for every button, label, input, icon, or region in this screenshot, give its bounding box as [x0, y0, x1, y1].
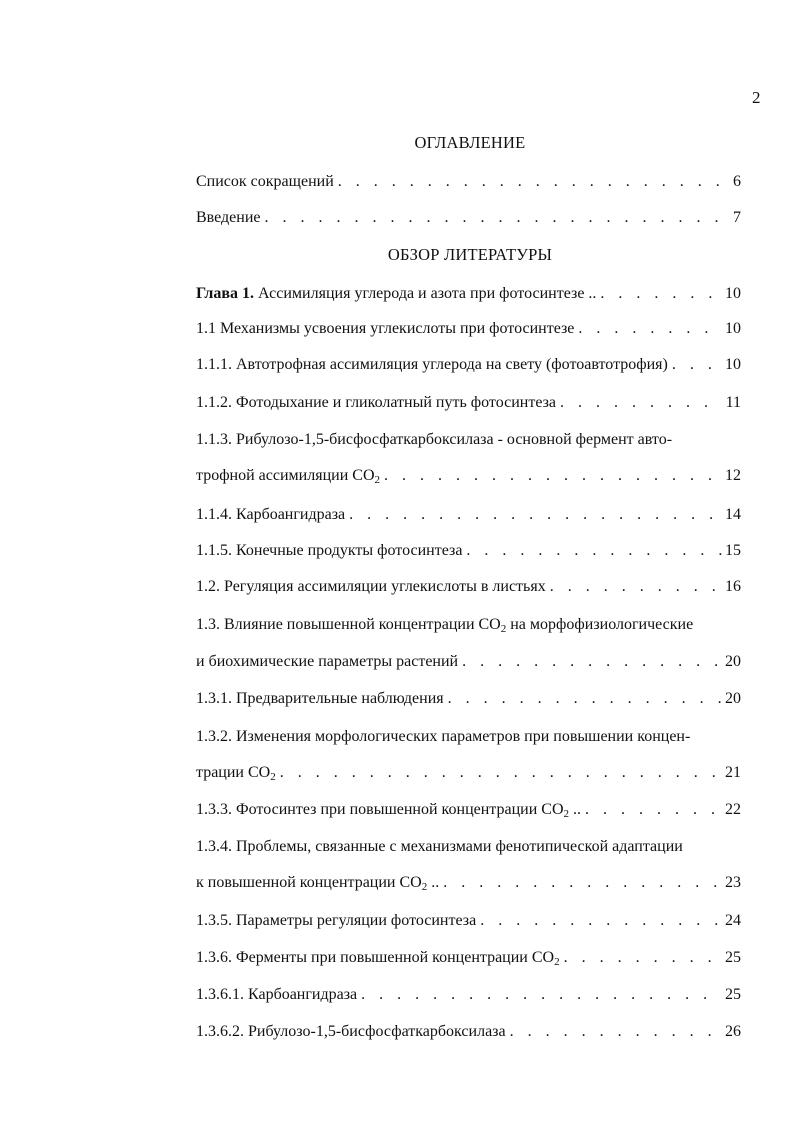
- toc-entry: [196, 209, 741, 227]
- toc-entry-page: 10: [725, 320, 741, 337]
- toc-entry-line1: 1.3.2. Изменения морфологических параметров при повышении концен-: [196, 728, 691, 745]
- subscript: 2: [421, 881, 428, 893]
- dot-leader: [384, 467, 722, 485]
- toc-entry-text: 1.3.1. Предварительные наблюдения: [196, 690, 444, 707]
- toc-entry: [196, 578, 741, 596]
- toc-entry-page: 24: [725, 912, 741, 929]
- toc-entry-page: 26: [725, 1023, 741, 1040]
- toc-entry-page: 25: [725, 949, 741, 966]
- page-number: 2: [752, 88, 761, 107]
- toc-entry-page: 25: [725, 986, 741, 1003]
- toc-entry-text-part: 1.3. Влияние повышенной концентрации СО: [196, 616, 501, 633]
- dot-leader: [672, 356, 722, 374]
- dot-leader: [600, 285, 722, 303]
- toc-entry-text: 1.3.6.2. Рибулозо-1,5-бисфосфаткарбоксилаза: [196, 1023, 506, 1040]
- toc-entry-page: 11: [725, 394, 741, 411]
- toc-entry-text: 1.3.6.1. Карбоангидраза: [196, 986, 358, 1003]
- subscript: 2: [554, 956, 560, 968]
- toc-entry-text: [196, 467, 380, 485]
- toc-entry: [196, 173, 741, 191]
- toc-entry-text-part: трофной ассимиляции СО: [196, 467, 375, 484]
- toc-entry-text: 1.3.5. Параметры регуляции фотосинтеза: [196, 912, 477, 929]
- toc-entry-text: и биохимические параметры растений: [196, 653, 459, 670]
- toc-entry-text: Введение: [196, 209, 261, 226]
- toc-entry: [196, 320, 741, 338]
- toc-entry-line1: 1.1.3. Рибулозо-1,5-бисфосфаткарбоксилаза - основной фермент авто-: [196, 431, 673, 448]
- dot-leader: [560, 394, 723, 412]
- dot-leader: [361, 986, 722, 1004]
- toc-entry-text: Список сокращений: [196, 173, 334, 190]
- toc-entry: [196, 653, 741, 671]
- subscript: 2: [374, 474, 380, 486]
- dot-leader: [265, 209, 731, 227]
- dot-leader: [480, 912, 722, 930]
- toc-entry-text-part: 1.3.3. Фотосинтез при повышенной концентрации СО: [196, 801, 564, 818]
- dot-leader: [349, 506, 722, 524]
- toc-entry-text-part: 1.3.6. Ферменты при повышенной концентрации СО: [196, 949, 555, 966]
- toc-entry-page: 12: [725, 467, 741, 484]
- toc-entry-text: [196, 874, 439, 892]
- toc-entry-text-part: к повышенной концентрации СО: [196, 874, 422, 891]
- toc-entry-text: 1.1.5. Конечные продукты фотосинтеза: [196, 542, 463, 559]
- toc-entry-text: 1.2. Регуляция ассимиляции углекислоты в листьях: [196, 578, 546, 595]
- toc-entry-page: 15: [725, 542, 741, 559]
- dot-leader: [564, 949, 722, 967]
- dot-leader: [550, 578, 722, 596]
- dot-leader: [510, 1023, 722, 1041]
- toc-entry: [196, 690, 741, 708]
- subscript: 2: [270, 771, 276, 783]
- toc-entry: [196, 394, 741, 412]
- toc-entry: [196, 356, 741, 374]
- dot-leader: [448, 690, 722, 708]
- toc-entry: [196, 506, 741, 524]
- toc-entry: [196, 986, 741, 1004]
- toc-entry-text-part: на морфофизиологические: [506, 616, 694, 633]
- toc-entry-chapter: [196, 285, 741, 303]
- toc-entry: [196, 949, 741, 967]
- toc-entry-page: 7: [733, 209, 741, 226]
- subscript: 2: [563, 808, 569, 820]
- toc-entry-text: 1.1.4. Карбоангидраза: [196, 506, 346, 523]
- toc-entry-page: 10: [725, 285, 741, 302]
- toc-entry-line1: 1.3.4. Проблемы, связанные с механизмами фенотипической адаптации: [196, 838, 683, 855]
- dot-leader: [443, 874, 722, 892]
- toc-entry-text: 1.1 Механизмы усвоения углекислоты при фотосинтезе: [196, 320, 575, 337]
- toc-entry-page: 10: [725, 356, 741, 373]
- literature-review-title: ОБЗОР ЛИТЕРАТУРЫ: [387, 245, 553, 264]
- dot-leader: [338, 173, 730, 191]
- dot-leader: [578, 320, 722, 338]
- toc-entry-text: [196, 949, 560, 967]
- toc-entry: [196, 467, 741, 485]
- toc-entry: [196, 764, 741, 782]
- toc-entry: [196, 542, 741, 560]
- toc-entry: [196, 1023, 741, 1041]
- dot-leader: [280, 764, 722, 782]
- toc-entry-text: [196, 801, 581, 819]
- toc-entry-line1: [196, 616, 741, 634]
- toc-entry-text: 1.1.2. Фотодыхание и гликолатный путь фотосинтеза: [196, 394, 557, 411]
- toc-entry: [196, 874, 741, 892]
- toc-entry-page: 21: [725, 764, 741, 781]
- toc-entry-text: 1.1.1. Автотрофная ассимиляция углерода на свету (фотоавтотрофия): [196, 356, 668, 373]
- toc-entry: [196, 912, 741, 930]
- toc-entry-page: 16: [725, 578, 741, 595]
- subscript: 2: [500, 623, 507, 635]
- toc-entry: [196, 801, 741, 819]
- dot-leader: [462, 653, 722, 671]
- toc-entry-page: 20: [725, 690, 741, 707]
- toc-entry-page: 6: [733, 173, 741, 190]
- dot-leader: [466, 542, 722, 560]
- toc-title: ОГЛАВЛЕНИЕ: [414, 133, 526, 152]
- toc-entry-page: 23: [725, 874, 741, 891]
- toc-entry-text-part: ..: [427, 874, 440, 891]
- dot-leader: [585, 801, 722, 819]
- toc-entry-page: 14: [725, 506, 741, 523]
- toc-entry-text: [196, 764, 276, 782]
- chapter-label: Глава 1.: [196, 285, 254, 302]
- toc-entry-page: 20: [725, 653, 741, 670]
- toc-entry-text-part: ..: [569, 801, 581, 818]
- toc-entry-text-part: трации СО: [196, 764, 271, 781]
- toc-entry-text: [196, 285, 596, 303]
- chapter-title: Ассимиляция углерода и азота при фотосинтезе ..: [258, 285, 597, 302]
- toc-entry-page: 22: [725, 801, 741, 818]
